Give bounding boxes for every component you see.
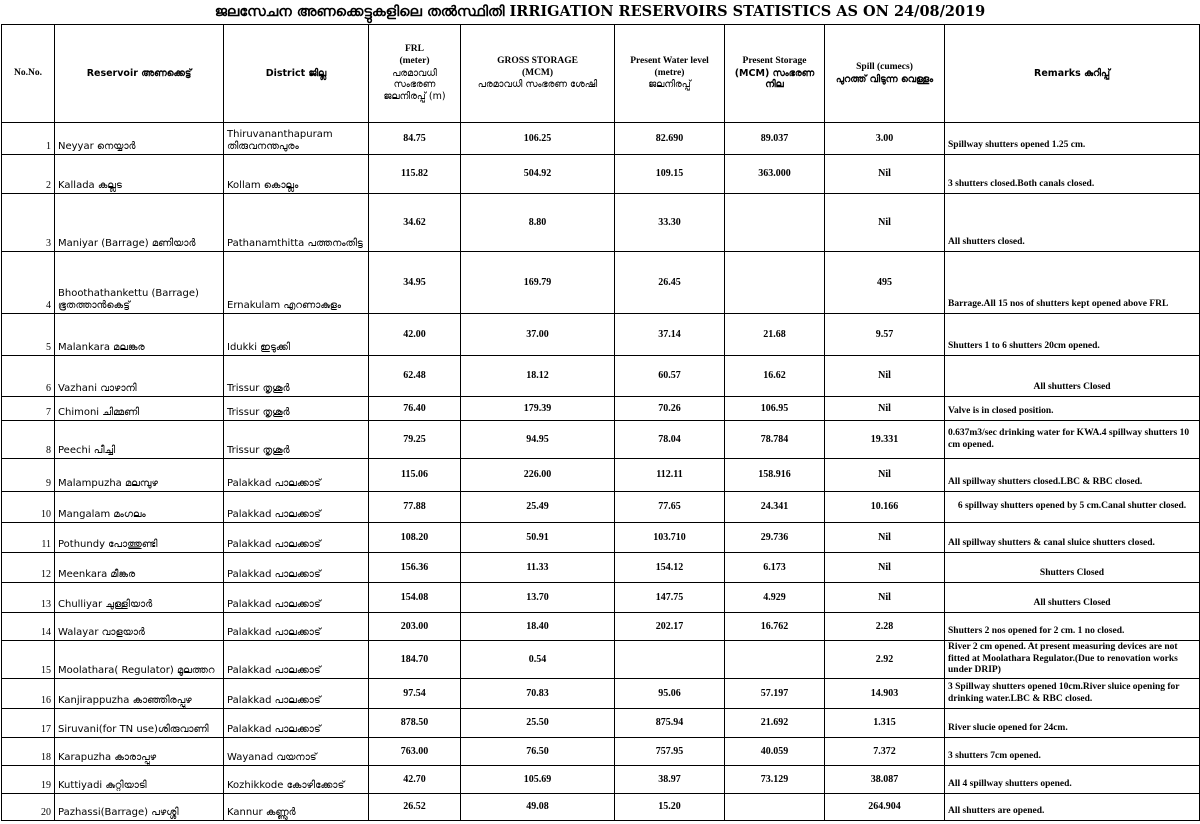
present-storage-value: 89.037 [725,123,825,155]
remarks-text: Barrage.All 15 nos of shutters kept opened above FRL [945,252,1200,314]
header-frl [369,25,461,123]
spill-value: 264.904 [825,794,945,821]
frl-value: 878.50 [369,709,461,738]
header-level [615,25,725,123]
water-level-value: 109.15 [615,155,725,194]
district-name: Idukki ഇടുക്കി [224,314,369,356]
reservoir-name: Malankara മലങ്കര [55,314,224,356]
frl-value: 42.70 [369,766,461,794]
district-name: Palakkad പാലക്കാട് [224,523,369,553]
reservoir-name: Pothundy പോത്തുണ്ടി [55,523,224,553]
frl-value: 97.54 [369,679,461,709]
table-row [2,356,1200,397]
present-storage-value [725,641,825,679]
spill-value: Nil [825,459,945,492]
reservoir-name: Mangalam മംഗലം [55,492,224,523]
header-level-line1: Present Water level [630,55,709,66]
present-storage-value [725,794,825,821]
row-number: 5 [2,314,55,356]
present-storage-value: 6.173 [725,553,825,583]
reservoir-name: Siruvani(for TN use)ശിരുവാണി [55,709,224,738]
district-name: Palakkad പാലക്കാട് [224,641,369,679]
gross-storage-value: 8.80 [461,194,615,252]
table-row [2,252,1200,314]
water-level-value: 202.17 [615,613,725,641]
remarks-text: Shutters Closed [945,553,1200,583]
gross-storage-value: 0.54 [461,641,615,679]
reservoir-name: Malampuzha മലമ്പുഴ [55,459,224,492]
gross-storage-value: 179.39 [461,397,615,421]
page-title: ജലസേചന അണക്കെട്ടുകളിലെ തൽസ്ഥിതി IRRIGATION RESERVOIRS STATISTICS AS ON 24/08/2019 [214,3,986,20]
present-storage-value: 21.68 [725,314,825,356]
row-number: 4 [2,252,55,314]
frl-value: 76.40 [369,397,461,421]
spill-value: 14.903 [825,679,945,709]
frl-value: 108.20 [369,523,461,553]
spill-value: Nil [825,194,945,252]
row-number: 14 [2,613,55,641]
remarks-text: 3 shutters 7cm opened. [945,738,1200,766]
district-name: Thiruvananthapuram തിരുവനന്തപുരം [224,123,369,155]
remarks-text: All spillway shutters & canal sluice shutters closed. [945,523,1200,553]
remarks-text: 3 shutters closed.Both canals closed. [945,155,1200,194]
row-number: 2 [2,155,55,194]
table-row [2,583,1200,613]
remarks-text: 0.637m3/sec drinking water for KWA.4 spillway shutters 10 cm opened. [945,421,1200,459]
header-row [2,25,1200,123]
reservoir-name: Kuttiyadi കുറ്റിയാടി [55,766,224,794]
present-storage-value: 16.62 [725,356,825,397]
district-name: Palakkad പാലക്കാട് [224,613,369,641]
water-level-value: 875.94 [615,709,725,738]
row-number: 18 [2,738,55,766]
header-frl-line1: FRL [405,43,424,54]
table-row [2,155,1200,194]
gross-storage-value: 106.25 [461,123,615,155]
row-number: 7 [2,397,55,421]
row-number: 17 [2,709,55,738]
water-level-value: 37.14 [615,314,725,356]
remarks-text: Shutters 1 to 6 shutters 20cm opened. [945,314,1200,356]
reservoir-name: Karapuzha കാരാപ്പുഴ [55,738,224,766]
spill-value: Nil [825,356,945,397]
water-level-value: 154.12 [615,553,725,583]
frl-value: 184.70 [369,641,461,679]
frl-value: 115.06 [369,459,461,492]
header-storage-line1: Present Storage [742,55,807,66]
remarks-text: All shutters are opened. [945,794,1200,821]
frl-value: 154.08 [369,583,461,613]
header-level-line3: ജലനിരപ്പ് [648,79,691,91]
header-gross-line3: പരമാവധി സംഭരണ ശേഷി [477,79,598,91]
remarks-text: 3 Spillway shutters opened 10cm.River sluice opening for drinking water.LBC & RBC closed. [945,679,1200,709]
spill-value: 3.00 [825,123,945,155]
table-row [2,679,1200,709]
district-name: Palakkad പാലക്കാട് [224,459,369,492]
table-row [2,123,1200,155]
table-row [2,194,1200,252]
spill-value: 19.331 [825,421,945,459]
table-row [2,766,1200,794]
spill-value: Nil [825,397,945,421]
table-row [2,553,1200,583]
gross-storage-value: 25.49 [461,492,615,523]
district-name: Kollam കൊല്ലം [224,155,369,194]
water-level-value [615,641,725,679]
header-reservoir: Reservoir അണക്കെട്ട് [55,25,224,123]
water-level-value: 112.11 [615,459,725,492]
spill-value: Nil [825,523,945,553]
frl-value: 34.95 [369,252,461,314]
gross-storage-value: 76.50 [461,738,615,766]
header-gross-line2: (MCM) [521,67,554,78]
present-storage-value: 158.916 [725,459,825,492]
reservoir-name: Vazhani വാഴാനി [55,356,224,397]
present-storage-value: 57.197 [725,679,825,709]
district-name: Palakkad പാലക്കാട് [224,583,369,613]
present-storage-value [725,252,825,314]
remarks-text: Shutters 2 nos opened for 2 cm. 1 no closed. [945,613,1200,641]
header-no: No.No. [2,25,55,123]
present-storage-value: 363.000 [725,155,825,194]
spill-value: 7.372 [825,738,945,766]
gross-storage-value: 169.79 [461,252,615,314]
district-name: Palakkad പാലക്കാട് [224,492,369,523]
water-level-value: 78.04 [615,421,725,459]
remarks-text: River slucie opened for 24cm. [945,709,1200,738]
frl-value: 156.36 [369,553,461,583]
spill-value: Nil [825,583,945,613]
district-name: Trissur തൃശൂർ [224,397,369,421]
frl-value: 84.75 [369,123,461,155]
frl-value: 26.52 [369,794,461,821]
row-number: 6 [2,356,55,397]
gross-storage-value: 18.40 [461,613,615,641]
table-row [2,492,1200,523]
gross-storage-value: 37.00 [461,314,615,356]
spill-value: 1.315 [825,709,945,738]
row-number: 10 [2,492,55,523]
header-frl-line3: പരമാവധി സംഭരണ ജലനിരപ്പ് (m) [383,67,446,103]
row-number: 15 [2,641,55,679]
gross-storage-value: 49.08 [461,794,615,821]
row-number: 8 [2,421,55,459]
header-gross [461,25,615,123]
header-remarks: Remarks കുറിപ്പ് [945,25,1200,123]
gross-storage-value: 504.92 [461,155,615,194]
frl-value: 34.62 [369,194,461,252]
row-number: 1 [2,123,55,155]
remarks-text: All spillway shutters closed.LBC & RBC closed. [945,459,1200,492]
district-name: Palakkad പാലക്കാട് [224,709,369,738]
row-number: 20 [2,794,55,821]
gross-storage-value: 11.33 [461,553,615,583]
reservoir-name: Bhoothathankettu (Barrage) ഭൂതത്താൻകെട്ട് [55,252,224,314]
district-name: Kozhikkode കോഴിക്കോട് [224,766,369,794]
water-level-value: 82.690 [615,123,725,155]
frl-value: 42.00 [369,314,461,356]
district-name: Pathanamthitta പത്തനംതിട്ട [224,194,369,252]
district-name: Trissur തൃശൂർ [224,421,369,459]
reservoir-name: Meenkara മീങ്കര [55,553,224,583]
gross-storage-value: 13.70 [461,583,615,613]
water-level-value: 38.97 [615,766,725,794]
reservoir-name: Kanjirappuzha കാഞ്ഞിരപ്പുഴ [55,679,224,709]
spill-value: Nil [825,155,945,194]
gross-storage-value: 94.95 [461,421,615,459]
row-number: 9 [2,459,55,492]
table-row [2,314,1200,356]
table-row [2,709,1200,738]
present-storage-value: 73.129 [725,766,825,794]
header-spill-line2: പുറത്ത് വിടുന്ന വെള്ളം [835,73,934,85]
water-level-value: 33.30 [615,194,725,252]
present-storage-value: 21.692 [725,709,825,738]
remarks-text: All shutters Closed [945,583,1200,613]
frl-value: 203.00 [369,613,461,641]
present-storage-value: 24.341 [725,492,825,523]
reservoir-name: Kallada കല്ലട [55,155,224,194]
present-storage-value: 40.059 [725,738,825,766]
table-row [2,794,1200,821]
table-row [2,738,1200,766]
table-row [2,641,1200,679]
reservoir-table [1,24,1200,821]
reservoir-name: Chimoni ചിമ്മണി [55,397,224,421]
district-name: Palakkad പാലക്കാട് [224,679,369,709]
header-storage [725,25,825,123]
district-name: Ernakulam എറണാകുളം [224,252,369,314]
header-spill [825,25,945,123]
remarks-text: 6 spillway shutters opened by 5 cm.Canal shutter closed. [945,492,1200,523]
header-level-line2: (metre) [654,67,685,78]
gross-storage-value: 50.91 [461,523,615,553]
reservoir-name: Walayar വാളയാർ [55,613,224,641]
frl-value: 115.82 [369,155,461,194]
water-level-value: 77.65 [615,492,725,523]
spill-value: 2.92 [825,641,945,679]
gross-storage-value: 105.69 [461,766,615,794]
district-name: Kannur കണ്ണൂർ [224,794,369,821]
water-level-value: 26.45 [615,252,725,314]
water-level-value: 757.95 [615,738,725,766]
remarks-text: Valve is in closed position. [945,397,1200,421]
water-level-value: 60.57 [615,356,725,397]
remarks-text: All 4 spillway shutters opened. [945,766,1200,794]
row-number: 13 [2,583,55,613]
spill-value: 495 [825,252,945,314]
district-name: Trissur തൃശൂർ [224,356,369,397]
present-storage-value: 78.784 [725,421,825,459]
reservoir-name: Moolathara( Regulator) മൂലത്തറ [55,641,224,679]
table-row [2,613,1200,641]
header-spill-line1: Spill (cumecs) [856,61,913,72]
reservoir-name: Maniyar (Barrage) മണിയാർ [55,194,224,252]
spill-value: 38.087 [825,766,945,794]
header-district: District ജില്ല [224,25,369,123]
remarks-text: River 2 cm opened. At present measuring devices are not fitted at Moolathara Regulator.(Due to renovation works under DRIP) [945,641,1200,679]
header-frl-line2: (meter) [399,55,430,66]
row-number: 12 [2,553,55,583]
table-row [2,523,1200,553]
reservoir-name: Peechi പീച്ചി [55,421,224,459]
frl-value: 763.00 [369,738,461,766]
frl-value: 62.48 [369,356,461,397]
gross-storage-value: 18.12 [461,356,615,397]
remarks-text: Spillway shutters opened 1.25 cm. [945,123,1200,155]
reservoir-name: Pazhassi(Barrage) പഴശ്ശി [55,794,224,821]
water-level-value: 103.710 [615,523,725,553]
row-number: 3 [2,194,55,252]
spill-value: Nil [825,553,945,583]
row-number: 19 [2,766,55,794]
present-storage-value: 106.95 [725,397,825,421]
present-storage-value: 4.929 [725,583,825,613]
present-storage-value [725,194,825,252]
present-storage-value: 29.736 [725,523,825,553]
row-number: 16 [2,679,55,709]
spill-value: 9.57 [825,314,945,356]
row-number: 11 [2,523,55,553]
gross-storage-value: 226.00 [461,459,615,492]
header-gross-line1: GROSS STORAGE [497,55,578,66]
frl-value: 79.25 [369,421,461,459]
table-row [2,421,1200,459]
remarks-text: All shutters Closed [945,356,1200,397]
gross-storage-value: 25.50 [461,709,615,738]
district-name: Palakkad പാലക്കാട് [224,553,369,583]
frl-value: 77.88 [369,492,461,523]
reservoir-name: Chulliyar ചുള്ളിയാർ [55,583,224,613]
reservoir-name: Neyyar നെയ്യാർ [55,123,224,155]
spill-value: 2.28 [825,613,945,641]
table-row [2,397,1200,421]
present-storage-value: 16.762 [725,613,825,641]
spill-value: 10.166 [825,492,945,523]
water-level-value: 95.06 [615,679,725,709]
district-name: Wayanad വയനാട് [224,738,369,766]
water-level-value: 70.26 [615,397,725,421]
header-storage-line2: (MCM) സംഭരണ നില [734,67,815,91]
water-level-value: 15.20 [615,794,725,821]
table-row [2,459,1200,492]
water-level-value: 147.75 [615,583,725,613]
remarks-text: All shutters closed. [945,194,1200,252]
gross-storage-value: 70.83 [461,679,615,709]
